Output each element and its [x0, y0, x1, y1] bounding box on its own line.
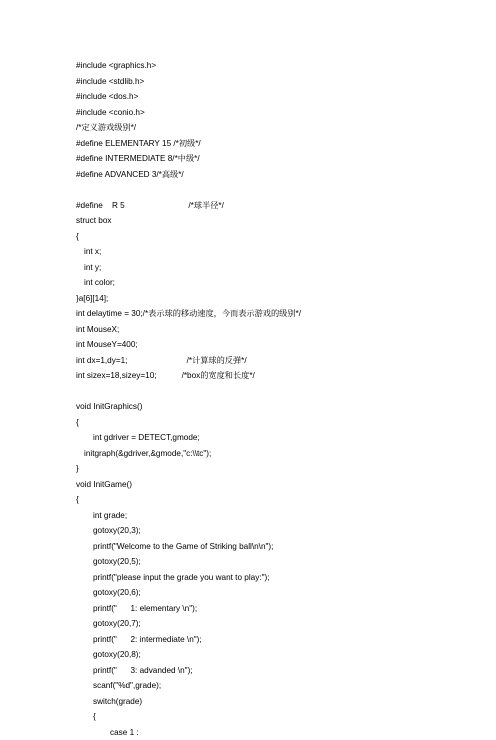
code-line: }: [76, 461, 476, 477]
code-line: {: [76, 709, 476, 725]
code-line: gotoxy(20,3);: [76, 523, 476, 539]
code-line: [76, 384, 476, 400]
code-line: int color;: [76, 275, 476, 291]
code-line: {: [76, 229, 476, 245]
code-line: int gdriver = DETECT,gmode;: [76, 430, 476, 446]
code-line: struct box: [76, 213, 476, 229]
code-line: #define ELEMENTARY 15 /*初级*/: [76, 136, 476, 152]
code-line: int sizex=18,sizey=10; /*box的宽度和长度*/: [76, 368, 476, 384]
code-line: gotoxy(20,5);: [76, 554, 476, 570]
code-line: /*定义游戏级别*/: [76, 120, 476, 136]
code-line: #include <stdlib.h>: [76, 74, 476, 90]
code-line: int MouseY=400;: [76, 337, 476, 353]
code-line: int delaytime = 30;/*表示球的移动速度，今而表示游戏的级别*/: [76, 306, 476, 322]
code-line: switch(grade): [76, 694, 476, 710]
code-line: int y;: [76, 260, 476, 276]
code-line: #define ADVANCED 3/*高级*/: [76, 167, 476, 183]
code-line: }a[6][14];: [76, 291, 476, 307]
code-line: #define INTERMEDIATE 8/*中级*/: [76, 151, 476, 167]
code-line: printf("Welcome to the Game of Striking ball\n\n");: [76, 539, 476, 555]
code-line: initgraph(&gdriver,&gmode,"c:\\tc");: [76, 446, 476, 462]
code-line: {: [76, 415, 476, 431]
code-line: {: [76, 492, 476, 508]
code-line: int x;: [76, 244, 476, 260]
code-line: int dx=1,dy=1; /*计算球的反弹*/: [76, 353, 476, 369]
code-line: printf(" 1: elementary \n");: [76, 601, 476, 617]
code-line: [76, 182, 476, 198]
code-line: printf(" 3: advanded \n");: [76, 663, 476, 679]
code-line: printf(" 2: intermediate \n");: [76, 632, 476, 648]
code-line: gotoxy(20,7);: [76, 616, 476, 632]
code-line: scanf("%d",grade);: [76, 678, 476, 694]
code-line: #include <graphics.h>: [76, 58, 476, 74]
code-line: gotoxy(20,6);: [76, 585, 476, 601]
code-line: int MouseX;: [76, 322, 476, 338]
code-line: int grade;: [76, 508, 476, 524]
code-line: #define R 5 /*球半径*/: [76, 198, 476, 214]
code-line: gotoxy(20,8);: [76, 647, 476, 663]
code-line: void InitGame(): [76, 477, 476, 493]
code-line: case 1 :: [76, 725, 476, 740]
code-listing: [76, 58, 476, 740]
code-line: #include <dos.h>: [76, 89, 476, 105]
code-line: #include <conio.h>: [76, 105, 476, 121]
code-line: printf("please input the grade you want to play:");: [76, 570, 476, 586]
code-line: void InitGraphics(): [76, 399, 476, 415]
